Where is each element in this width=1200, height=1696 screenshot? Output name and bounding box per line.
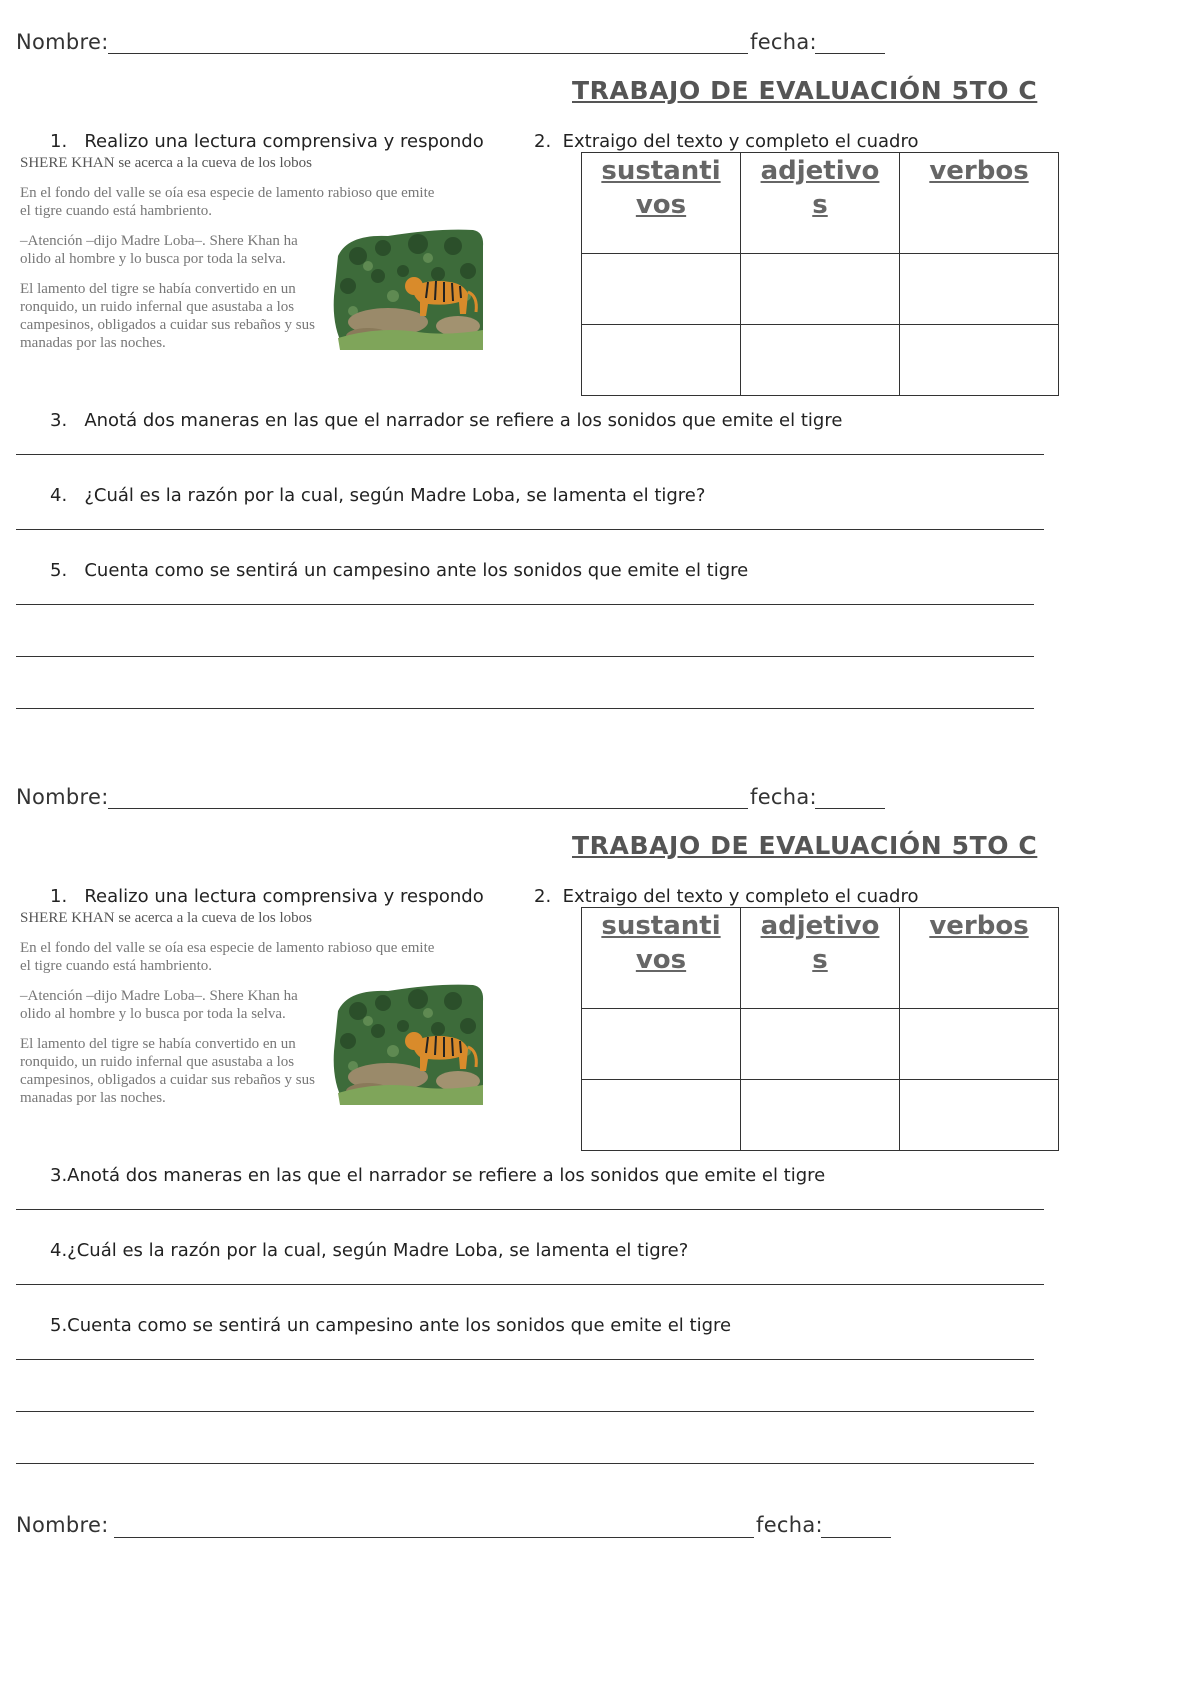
table-cell[interactable] [582,1080,741,1151]
question-2: 2. Extraigo del texto y completo el cuadro [534,131,919,152]
column-header-sustantivos: sustanti vos [582,153,741,254]
column-header-adjetivos: adjetivo s [741,908,900,1009]
fecha-label: fecha: [750,30,817,54]
nombre-label: Nombre: [16,1513,109,1537]
table-cell[interactable] [900,325,1059,396]
table-cell[interactable] [582,254,741,325]
nombre-line[interactable] [108,53,748,54]
fecha-label: fecha: [750,785,817,809]
passage-paragraph-1: En el fondo del valle se oía esa especie de lamento rabioso que emite el tigre cuando está hambriento. [20,940,435,974]
column-header-verbos: verbos [900,908,1059,1009]
fecha-line[interactable] [821,1537,891,1538]
passage-paragraph-3: El lamento del tigre se había convertido en un ronquido, un ruido infernal que asustaba a los campesinos, obligados a cuidar sus rebaños y sus manadas por las noches. [20,281,315,351]
table-cell[interactable] [900,1080,1059,1151]
word-classification-table [581,907,1059,1151]
answer-line[interactable] [16,708,1034,709]
nombre-line[interactable] [114,1537,754,1538]
table-cell[interactable] [582,325,741,396]
table-cell[interactable] [741,254,900,325]
answer-line[interactable] [16,656,1034,657]
passage-title: SHERE KHAN se acerca a la cueva de los lobos [20,155,312,171]
fecha-line[interactable] [815,53,885,54]
answer-line[interactable] [16,604,1034,605]
question-1: 1. Realizo una lectura comprensiva y respondo [50,131,484,152]
page-title: TRABAJO DE EVALUACIÓN 5TO C [572,831,1038,860]
column-header-sustantivos: sustanti vos [582,908,741,1009]
passage-paragraph-2: –Atención –dijo Madre Loba–. Shere Khan ha olido al hombre y lo busca por toda la selva. [20,233,298,267]
table-cell[interactable] [741,1080,900,1151]
column-header-adjetivos: adjetivo s [741,153,900,254]
nombre-line[interactable] [108,808,748,809]
fecha-label: fecha: [756,1513,823,1537]
nombre-label: Nombre: [16,30,109,54]
table-cell[interactable] [900,1009,1059,1080]
nombre-label: Nombre: [16,785,109,809]
column-header-verbos: verbos [900,153,1059,254]
passage-paragraph-1: En el fondo del valle se oía esa especie de lamento rabioso que emite el tigre cuando está hambriento. [20,185,435,219]
answer-line[interactable] [16,1359,1034,1360]
answer-line[interactable] [16,529,1044,530]
question-5: 5.Cuenta como se sentirá un campesino ante los sonidos que emite el tigre [50,1315,732,1336]
fecha-line[interactable] [815,808,885,809]
question-2: 2. Extraigo del texto y completo el cuadro [534,886,919,907]
page-title: TRABAJO DE EVALUACIÓN 5TO C [572,76,1038,105]
answer-line[interactable] [16,1463,1034,1464]
passage-paragraph-2: –Atención –dijo Madre Loba–. Shere Khan ha olido al hombre y lo busca por toda la selva. [20,988,298,1022]
answer-line[interactable] [16,1411,1034,1412]
question-5: 5. Cuenta como se sentirá un campesino ante los sonidos que emite el tigre [50,560,749,581]
tiger-in-jungle-image [328,981,484,1105]
table-cell[interactable] [900,254,1059,325]
question-1: 1. Realizo una lectura comprensiva y respondo [50,886,484,907]
passage-paragraph-3: El lamento del tigre se había convertido en un ronquido, un ruido infernal que asustaba a los campesinos, obligados a cuidar sus rebaños y sus manadas por las noches. [20,1036,315,1106]
question-4: 4. ¿Cuál es la razón por la cual, según Madre Loba, se lamenta el tigre? [50,485,706,506]
answer-line[interactable] [16,454,1044,455]
word-classification-table [581,152,1059,396]
answer-line[interactable] [16,1209,1044,1210]
table-cell[interactable] [741,1009,900,1080]
tiger-in-jungle-image [328,226,484,350]
answer-line[interactable] [16,1284,1044,1285]
question-3: 3.Anotá dos maneras en las que el narrador se refiere a los sonidos que emite el tigre [50,1165,826,1186]
table-cell[interactable] [582,1009,741,1080]
table-cell[interactable] [741,325,900,396]
question-3: 3. Anotá dos maneras en las que el narrador se refiere a los sonidos que emite el tigre [50,410,843,431]
question-4: 4.¿Cuál es la razón por la cual, según Madre Loba, se lamenta el tigre? [50,1240,689,1261]
passage-title: SHERE KHAN se acerca a la cueva de los lobos [20,910,312,926]
